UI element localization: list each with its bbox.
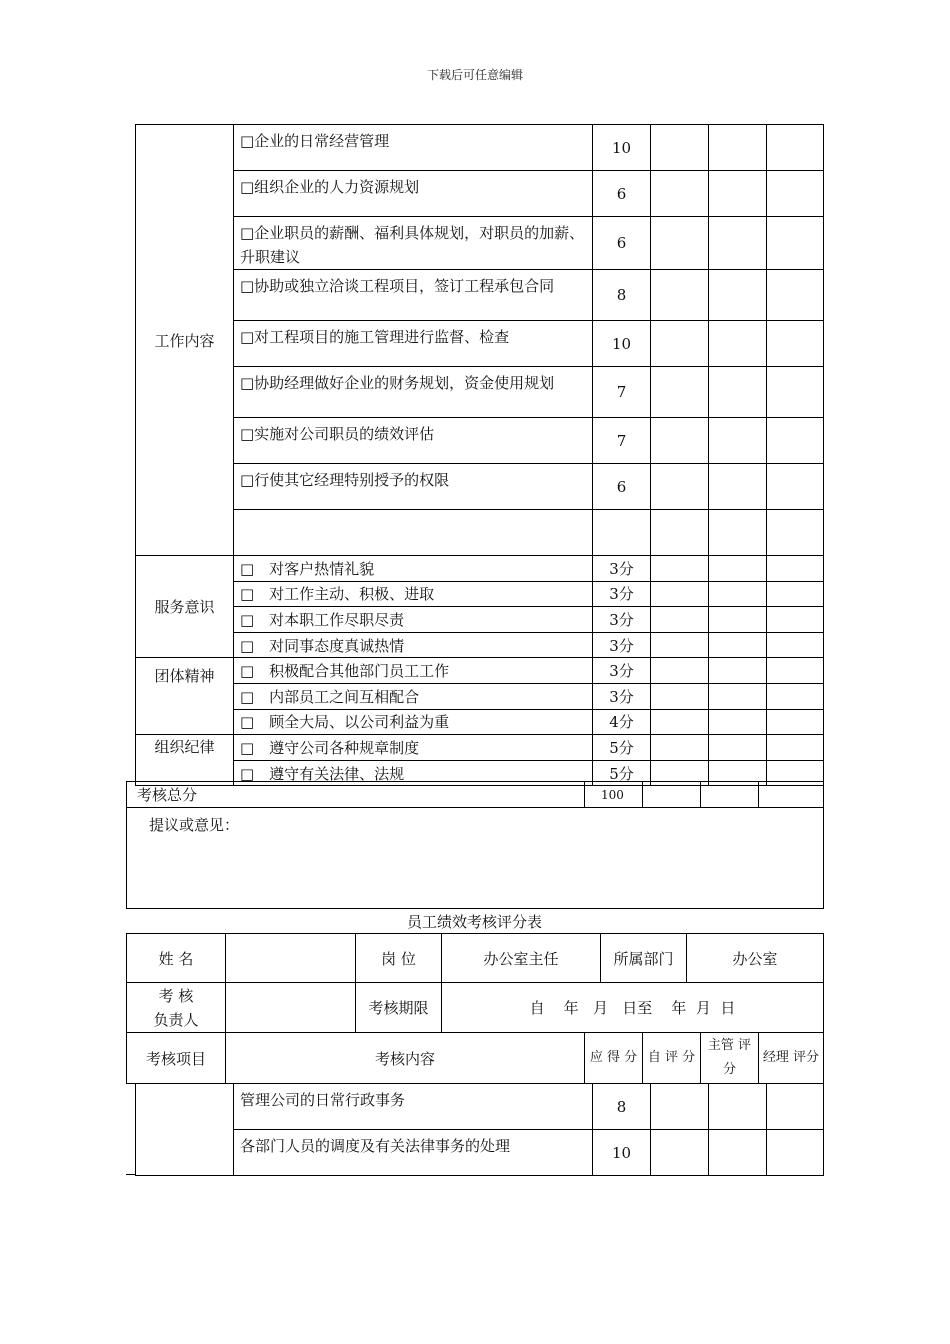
self-score-cell[interactable] xyxy=(651,581,709,607)
self-score-cell[interactable] xyxy=(651,658,709,684)
empty-item-cell[interactable] xyxy=(234,510,593,556)
reviewer-field[interactable] xyxy=(226,983,356,1033)
team-item-score: 4分 xyxy=(593,709,651,735)
should-score-header: 应 得 分 xyxy=(585,1033,643,1084)
discipline-item-score: 5分 xyxy=(593,760,651,786)
manager-score-cell[interactable] xyxy=(767,1130,824,1176)
form-caption: 员工绩效考核评分表 xyxy=(406,913,542,931)
self-score-cell[interactable] xyxy=(651,735,709,761)
manager-score-cell[interactable] xyxy=(767,171,824,217)
manager-score-cell[interactable] xyxy=(767,735,824,761)
work-item-text: □企业职员的薪酬、福利具体规划，对职员的加薪、升职建议 xyxy=(234,217,593,270)
manager-score-cell[interactable] xyxy=(767,510,824,556)
self-score-cell[interactable] xyxy=(651,217,709,270)
total-value: 100 xyxy=(585,782,643,808)
self-total-cell[interactable] xyxy=(643,782,701,808)
supervisor-score-cell[interactable] xyxy=(709,464,767,510)
supervisor-score-cell[interactable] xyxy=(709,418,767,464)
work-item-text: □组织企业的人力资源规划 xyxy=(234,171,593,217)
supervisor-score-cell[interactable] xyxy=(709,632,767,658)
manager-score-cell[interactable] xyxy=(767,709,824,735)
work-item-score: 10 xyxy=(593,321,651,367)
service-item-text: □ 对同事态度真诚热情 xyxy=(234,632,593,658)
manager-score-cell[interactable] xyxy=(767,632,824,658)
reviewer-label-line1: 考 核 xyxy=(158,986,194,1005)
service-item-score: 3分 xyxy=(593,632,651,658)
discipline-item-text: □ 遵守有关法律、法规 xyxy=(234,760,593,786)
service-item-score: 3分 xyxy=(593,556,651,582)
self-score-cell[interactable] xyxy=(651,171,709,217)
service-item-score: 3分 xyxy=(593,581,651,607)
supervisor-score-cell[interactable] xyxy=(709,125,767,171)
reviewer-label xyxy=(127,983,226,1033)
manager-score-cell[interactable] xyxy=(767,270,824,321)
period-value[interactable]: 自 年 月 日至 年 月 日 xyxy=(442,983,824,1033)
manager-score-cell[interactable] xyxy=(767,125,824,171)
service-item-score: 3分 xyxy=(593,607,651,633)
manager-score-cell[interactable] xyxy=(767,1084,824,1130)
service-item-text: □ 对本职工作尽职尽责 xyxy=(234,607,593,633)
discipline-item-text: □ 遵守公司各种规章制度 xyxy=(234,735,593,761)
self-score-header: 自 评 分 xyxy=(643,1033,701,1084)
supervisor-score-cell[interactable] xyxy=(709,270,767,321)
team-item-text: □ 内部员工之间互相配合 xyxy=(234,683,593,709)
supervisor-score-cell[interactable] xyxy=(709,171,767,217)
suggestion-box[interactable] xyxy=(127,808,824,909)
suggestion-label: 提议或意见： xyxy=(149,816,240,834)
manager-score-cell[interactable] xyxy=(767,556,824,582)
supervisor-total-cell[interactable] xyxy=(701,782,759,808)
evaluation-form-body xyxy=(135,1083,824,1176)
manager-score-cell[interactable] xyxy=(767,607,824,633)
supervisor-score-cell[interactable] xyxy=(709,581,767,607)
self-score-cell[interactable] xyxy=(651,709,709,735)
manager-score-header: 经理 评分 xyxy=(759,1033,824,1084)
supervisor-score-cell[interactable] xyxy=(709,321,767,367)
manager-score-cell[interactable] xyxy=(767,418,824,464)
self-score-cell[interactable] xyxy=(651,321,709,367)
work-item-text: □实施对公司职员的绩效评估 xyxy=(234,418,593,464)
item-column-header: 考核项目 xyxy=(127,1033,226,1084)
manager-score-cell[interactable] xyxy=(767,683,824,709)
dept-label: 所属部门 xyxy=(601,934,687,983)
form-row-score: 8 xyxy=(593,1084,651,1130)
form-row-text: 各部门人员的调度及有关法律事务的处理 xyxy=(234,1130,593,1176)
work-item-score: 6 xyxy=(593,464,651,510)
work-item-text: □协助经理做好企业的财务规划，资金使用规划 xyxy=(234,367,593,418)
supervisor-score-cell[interactable] xyxy=(709,735,767,761)
manager-score-cell[interactable] xyxy=(767,367,824,418)
page-header-note: 下载后可任意编辑 xyxy=(426,68,523,82)
supervisor-score-cell[interactable] xyxy=(709,658,767,684)
name-label: 姓 名 xyxy=(127,934,226,983)
service-item-text: □ 对工作主动、积极、进取 xyxy=(234,581,593,607)
service-item-text: □ 对客户热情礼貌 xyxy=(234,556,593,582)
period-label: 考核期限 xyxy=(356,983,442,1033)
dept-value[interactable]: 办公室 xyxy=(687,934,824,983)
item-category-cell xyxy=(136,1084,234,1176)
team-item-score: 3分 xyxy=(593,683,651,709)
manager-score-cell[interactable] xyxy=(767,321,824,367)
self-score-cell[interactable] xyxy=(651,464,709,510)
self-score-cell[interactable] xyxy=(651,1084,709,1130)
team-item-text: □ 顾全大局、以公司利益为重 xyxy=(234,709,593,735)
empty-score-cell[interactable] xyxy=(593,510,651,556)
name-field[interactable] xyxy=(226,934,356,983)
discipline-item-score: 5分 xyxy=(593,735,651,761)
self-score-cell[interactable] xyxy=(651,510,709,556)
self-score-cell[interactable] xyxy=(651,607,709,633)
manager-total-cell[interactable] xyxy=(759,782,824,808)
supervisor-score-cell[interactable] xyxy=(709,367,767,418)
manager-score-cell[interactable] xyxy=(767,464,824,510)
self-score-cell[interactable] xyxy=(651,270,709,321)
supervisor-score-cell[interactable] xyxy=(709,217,767,270)
self-score-cell[interactable] xyxy=(651,125,709,171)
total-table xyxy=(126,781,824,909)
supervisor-score-header: 主管 评分 xyxy=(701,1033,759,1084)
post-value[interactable]: 办公室主任 xyxy=(442,934,601,983)
work-item-text: □协助或独立洽谈工程项目，签订工程承包合同 xyxy=(234,270,593,321)
supervisor-score-cell[interactable] xyxy=(709,607,767,633)
work-item-score: 6 xyxy=(593,171,651,217)
team-item-score: 3分 xyxy=(593,658,651,684)
work-item-text: □对工程项目的施工管理进行监督、检查 xyxy=(234,321,593,367)
manager-score-cell[interactable] xyxy=(767,217,824,270)
post-label: 岗 位 xyxy=(356,934,442,983)
supervisor-score-cell[interactable] xyxy=(709,683,767,709)
category-work-content: 工作内容 xyxy=(136,125,234,556)
work-item-text: □行使其它经理特别授予的权限 xyxy=(234,464,593,510)
self-score-cell[interactable] xyxy=(651,1130,709,1176)
category-service: 服务意识 xyxy=(136,556,234,658)
supervisor-score-cell[interactable] xyxy=(709,709,767,735)
work-item-score: 7 xyxy=(593,367,651,418)
team-item-text: □ 积极配合其他部门员工工作 xyxy=(234,658,593,684)
evaluation-form-header xyxy=(126,933,824,1033)
manager-score-cell[interactable] xyxy=(767,658,824,684)
work-item-score: 8 xyxy=(593,270,651,321)
self-score-cell[interactable] xyxy=(651,632,709,658)
supervisor-score-cell[interactable] xyxy=(709,1130,767,1176)
content-column-header: 考核内容 xyxy=(226,1033,585,1084)
work-item-score: 6 xyxy=(593,217,651,270)
work-item-score: 10 xyxy=(593,125,651,171)
category-team: 团体精神 xyxy=(136,658,234,735)
reviewer-label-line2: 负责人 xyxy=(153,1010,199,1029)
self-score-cell[interactable] xyxy=(651,418,709,464)
category-discipline: 组织纪律 xyxy=(136,735,234,786)
work-item-text: □企业的日常经营管理 xyxy=(234,125,593,171)
manager-score-cell[interactable] xyxy=(767,581,824,607)
assessment-table-continued xyxy=(135,124,824,786)
form-row-score: 10 xyxy=(593,1130,651,1176)
bottom-edge-line xyxy=(126,1174,135,1175)
supervisor-score-cell[interactable] xyxy=(709,556,767,582)
work-item-score: 7 xyxy=(593,418,651,464)
self-score-cell[interactable] xyxy=(651,683,709,709)
form-row-text: 管理公司的日常行政事务 xyxy=(234,1084,593,1130)
supervisor-score-cell[interactable] xyxy=(709,510,767,556)
self-score-cell[interactable] xyxy=(651,367,709,418)
evaluation-form-columns xyxy=(126,1032,824,1084)
supervisor-score-cell[interactable] xyxy=(709,1084,767,1130)
self-score-cell[interactable] xyxy=(651,556,709,582)
total-label: 考核总分 xyxy=(127,782,585,808)
